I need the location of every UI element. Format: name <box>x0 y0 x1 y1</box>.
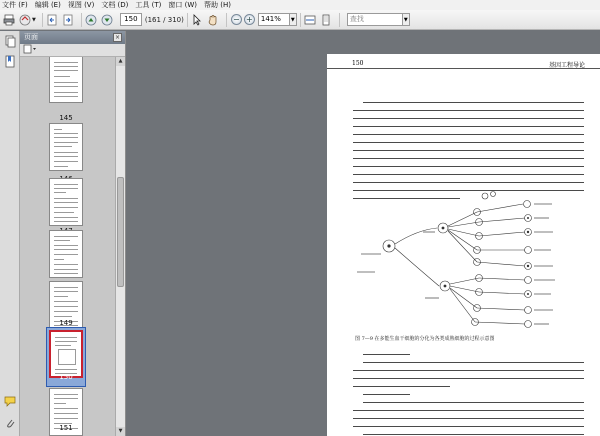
page-thumbnail-selected[interactable] <box>49 330 83 378</box>
page-thumbnail-label: 149 <box>59 319 73 327</box>
find-dropdown-button[interactable] <box>403 13 410 26</box>
toolbar-separator <box>300 13 301 27</box>
menu-edit[interactable]: 编辑 (E) <box>34 1 61 9</box>
fit-page-icon <box>320 14 332 26</box>
running-title: 基因工程导论 <box>548 62 585 69</box>
dropdown-arrow-icon: ▼ <box>32 16 36 23</box>
page-thumbnail-label: 145 <box>59 114 73 122</box>
document-back-icon <box>46 14 58 26</box>
page-number: 150 <box>352 60 364 67</box>
up-arrow-icon: ▲ <box>118 58 123 64</box>
select-tool-button[interactable] <box>191 12 204 28</box>
comments-icon[interactable] <box>4 395 16 408</box>
lineage-diagram <box>327 54 600 344</box>
document-view[interactable] <box>127 31 600 436</box>
share-button[interactable] <box>19 12 36 28</box>
attachments-icon[interactable] <box>4 417 16 430</box>
hand-icon <box>207 14 219 26</box>
scroll-up-button[interactable] <box>116 57 125 66</box>
menu-document[interactable]: 文档 (D) <box>101 1 129 9</box>
fit-page-button[interactable] <box>320 12 333 28</box>
menu-file[interactable]: 文件 (F) <box>2 1 28 9</box>
page-number-input[interactable]: 150 <box>120 13 142 26</box>
navigation-pane-bar <box>0 31 20 436</box>
page-thumbnail-label: 151 <box>59 424 73 432</box>
pages-panel-header <box>20 31 125 44</box>
menu-view[interactable]: 视图 (V) <box>67 1 95 9</box>
zoom-level-input[interactable]: 141% <box>258 13 290 26</box>
page-thumbnail[interactable] <box>49 178 83 226</box>
close-icon: × <box>114 34 121 41</box>
up-arrow-icon <box>85 14 97 26</box>
zoom-in-button[interactable] <box>244 14 255 25</box>
close-panel-button[interactable] <box>113 33 122 42</box>
fit-width-button[interactable] <box>304 12 317 28</box>
page-thumbnail[interactable] <box>49 123 83 171</box>
page-thumbnails <box>20 57 116 436</box>
chevron-down-icon: ▼ <box>403 16 408 23</box>
menu-tools[interactable]: 工具 (T) <box>135 1 162 9</box>
cursor-icon <box>191 14 203 26</box>
options-menu-button[interactable] <box>23 44 37 56</box>
toolbar-separator <box>339 13 340 27</box>
bookmarks-icon[interactable] <box>4 55 16 68</box>
find-input[interactable]: 查找 <box>347 13 403 26</box>
page-count-label: (161 / 310) <box>144 15 184 24</box>
options-icon <box>23 44 37 54</box>
thumbnail-figure <box>58 349 76 365</box>
page-thumbnail-label: 150 <box>59 373 73 381</box>
toolbar <box>0 10 600 30</box>
toolbar-separator <box>81 13 82 27</box>
down-arrow-icon <box>101 14 113 26</box>
menu-help[interactable]: 帮助 (H) <box>203 1 231 9</box>
forward-button[interactable] <box>62 12 75 28</box>
chevron-down-icon: ▼ <box>290 16 295 23</box>
previous-page-button[interactable] <box>85 12 98 28</box>
back-button[interactable] <box>46 12 59 28</box>
minus-icon: − <box>233 15 240 24</box>
figure-caption: 图 7—9 在多能生血干细胞的分化为各类成熟细胞的过程示意图 <box>355 336 495 342</box>
thumbnails-scrollbar[interactable] <box>115 57 125 436</box>
document-page <box>327 54 600 436</box>
email-icon <box>19 14 31 26</box>
scrollbar-thumb[interactable] <box>117 177 124 287</box>
menu-bar <box>0 0 600 10</box>
printer-icon <box>3 14 15 26</box>
page-thumbnail[interactable] <box>49 230 83 278</box>
pages-panel-title: 页面 <box>24 33 38 41</box>
page-thumbnail[interactable] <box>49 57 83 103</box>
down-arrow-icon: ▼ <box>118 428 123 434</box>
pages-panel-toolbar <box>20 44 125 57</box>
pages-icon[interactable] <box>4 35 16 48</box>
document-forward-icon <box>62 14 74 26</box>
print-button[interactable] <box>3 12 16 28</box>
pages-panel <box>20 31 126 436</box>
plus-icon: + <box>246 15 253 24</box>
menu-window[interactable]: 窗口 (W) <box>168 1 197 9</box>
next-page-button[interactable] <box>101 12 114 28</box>
zoom-dropdown-button[interactable] <box>290 13 297 26</box>
toolbar-separator <box>187 13 188 27</box>
fit-width-icon <box>304 14 316 26</box>
toolbar-separator <box>42 13 43 27</box>
toolbar-separator <box>226 13 227 27</box>
hand-tool-button[interactable] <box>207 12 220 28</box>
scroll-down-button[interactable] <box>116 427 125 436</box>
zoom-out-button[interactable] <box>231 14 242 25</box>
